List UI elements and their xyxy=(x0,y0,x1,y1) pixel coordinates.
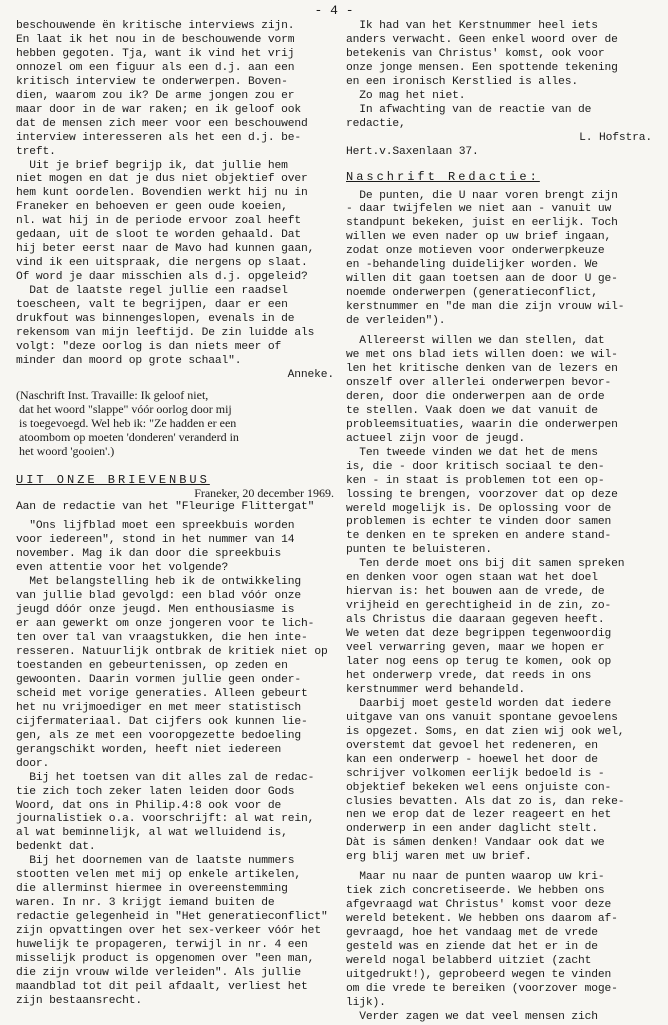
postscript-travaille: (Naschrift Inst. Travaille: Ik geloof niet, dat het woord "slappe" vóór oorlog door mij is toegevoegd. Wel heb ik: "Ze hadden er een atoombom op moeten 'donderen' veranderd in het woord 'gooien'.) xyxy=(16,387,239,458)
signature-anneke: Anneke. xyxy=(287,368,334,381)
paragraph: "Ons lijfblad moet een spreekbuis worden voor iedereen", stond in het nummer van 14 november. Mag ik dan door die spreekbuis even attentie voor het volgende? xyxy=(16,520,295,575)
paragraph: Dat de laatste regel jullie een raadsel toescheen, valt te begrijpen, daar er een drukfout was binnengeslopen, evenals in de rekensom van mijn leeftijd. De zin luidde als volgt: "deze oorlog is dan niets meer of minder dan moord op grote schaal". xyxy=(16,285,315,367)
signature-address: Hert.v.Saxenlaan 37. xyxy=(346,145,479,158)
paragraph: De punten, die U naar voren brengt zijn - daar twijfelen we niet aan - vanuit uw standpunt bekeken, juist en eerlijk. Toch willen we even nader op uw brief ingaan, zodat onze motieven voor onderwerpkeuze en -behandeling duidelijker worden. We willen dit gaan toetsen aan de door U ge- noemde onderwerpen (generatieconflict, kerstnummer en "de man die zijn vrouw wil- de verleiden"). xyxy=(346,189,625,328)
paragraph: Verder zagen we dat veel mensen zich xyxy=(346,1010,598,1023)
paragraph: Zo mag het niet. xyxy=(346,89,466,102)
paragraph: In afwachting van de reactie van de redactie, xyxy=(346,103,592,130)
right-column xyxy=(346,20,652,1025)
section-heading-naschrift: Naschrift Redactie: xyxy=(346,169,540,184)
signature-name: L. Hofstra. xyxy=(579,131,652,144)
letter-addressee: Aan de redactie van het "Fleurige Flittergat" xyxy=(16,500,315,513)
paragraph: Ten derde moet ons bij dit samen spreken en denken voor ogen staan wat het doel hiervan is: het bouwen aan de vrede, de vrijheid en gerechtigheid in de zin, zo- als Christus die daaraan gegeven heeft. We weten dat deze begrippen tegenwoordig veel verwarring geven, maar we hopen er later nog eens op terug te komen, ook op het onderwerp vrede, dat reeds in ons kerstnummer werd behandeld. xyxy=(346,558,625,696)
section-heading-brievenbus: UIT ONZE BRIEVENBUS xyxy=(16,472,210,487)
paragraph: Maar nu naar de punten waarop uw kri- tiek zich concretiseerde. We hebben ons afgevraagd wat Christus' komst voor deze wereld betekent. We hebben ons daarom af- gevraagd, hoe het vandaag met de vrede gesteld was en ziende dat het er in de wereld nogal belabberd uitziet (zacht uitgedrukt!), geprobeerd wegen te vinden om die vrede te bereiken (voorzover moge- lijk). xyxy=(346,871,618,1009)
paragraph: Allereerst willen we dan stellen, dat we met ons blad iets willen doen: we wil- len het kritische denken van de lezers en onszelf over allerlei onderwerpen bevor- deren, door die onderwerpen aan de orde te stellen. Vaak doen we dat vanuit de probleemsituaties, waarin die onderwerpen actueel zijn voor de jeugd. xyxy=(346,335,618,445)
paragraph: Daarbij moet gesteld worden dat iedere uitgave van ons vanuit spontane gevoelens is opgezet. Soms, en dat zien wij ook wel, overstemt dat gevoel het redeneren, en kan een onderwerp - hoewel het door de schrijver volkomen eerlijk bedoeld is - objektief bekeken wel eens onjuiste con- clusies bevatten. Als dat zo is, dan reke- nen we erop dat de lezer reageert en het onderwerp in een ander daglicht stelt. Dàt is sámen denken! Vandaar ook dat we erg blij waren met uw brief. xyxy=(346,697,625,864)
paragraph: beschouwende ën kritische interviews zijn. En laat ik het nou in de beschouwende vorm hebben gegoten. Tja, want ik vind het vrij onnozel om een figuur als een d.j. aan een kritisch interview te onderwerpen. Boven- dien, waarom zou ik? De arme jongen zou er maar door in de war raken; en ik geloof ook dat de mensen zich meer voor een beschouwend interview interesseren als het een d.j. be- treft. xyxy=(16,20,308,158)
paragraph: Bij het toetsen van dit alles zal de redac- tie zich toch zeker laten leiden door Gods Woord, dat ons in Philip.4:8 ook voor de journalistiek o.a. voorschrijft: al wat rein, al wat beminnelijk, al wat welluidend is, bedenkt dat. xyxy=(16,771,315,854)
left-column xyxy=(16,20,334,1009)
paragraph: Ik had van het Kerstnummer heel iets anders verwacht. Geen enkel woord over de betekenis van Christus' komst, ook voor onze jonge mensen. Een spottende tekening en een ironisch Kerstlied is alles. xyxy=(346,20,618,88)
paragraph: Bij het doornemen van de laatste nummers stootten velen met mij op enkele artikelen, die allerminst hiermee in overeenstemming waren. In nr. 3 krijgt iemand buiten de redactie gelegenheid in "Het generatieconflict" zijn opvattingen over het sex-verkeer vóór het huwelijk te propageren, terwijl in nr. 4 een misselijk product is opgenomen over "een man, die zijn vrouw wilde verleiden". Als jullie maandblad tot dit peil afdaalt, verliest het zijn bestaansrecht. xyxy=(16,855,328,1007)
page-number: - 4 - xyxy=(314,3,354,18)
paragraph: Uit je brief begrijp ik, dat jullie hem niet mogen en dat je dus niet objektief over hem kunt oordelen. Bovendien werkt hij nu in Franeker en behoeven er geen oude koeien, nl. wat hij in de periode ervoor zoal heeft gedaan, uit de sloot te worden gehaald. Dat hij beter eerst naar de Mavo had kunnen gaan, vind ik een uitspraak, die nergens op slaat. Of word je daar misschien als d.j. opgeleid? xyxy=(16,159,315,284)
paragraph: Ten tweede vinden we dat het de mens is, die - door kritisch sociaal te den- ken - in staat is problemen tot een op- lossing te brengen, voorzover dat op deze wereld mogelijk is. De oplossing voor de problemen is echter te vinden door samen te denken en te spreken en andere stand- punten te beluisteren. xyxy=(346,446,618,557)
paragraph: Met belangstelling heb ik de ontwikkeling van jullie blad gevolgd: een blad vóór onze jeugd dóór onze jeugd. Men enthousiasme is er aan gewerkt om onze jongeren voor te lich- ten over tal van vraagstukken, die hen inte- resseren. Natuurlijk ontbrak de kritiek niet op toestanden en gebeurtenissen, op zeden en gewoonten. Daarin vormen jullie geen onder- scheid met vorige generaties. Alleen gebeurt het nu vrijmoediger en met meer statistisch cijfermateriaal. Dat cijfers ook kunnen lie- gen, als ze met een vooropgezette bedoeling gerangschikt worden, heeft niet iedereen door. xyxy=(16,576,328,770)
place-date: Franeker, 20 december 1969. xyxy=(194,485,334,500)
